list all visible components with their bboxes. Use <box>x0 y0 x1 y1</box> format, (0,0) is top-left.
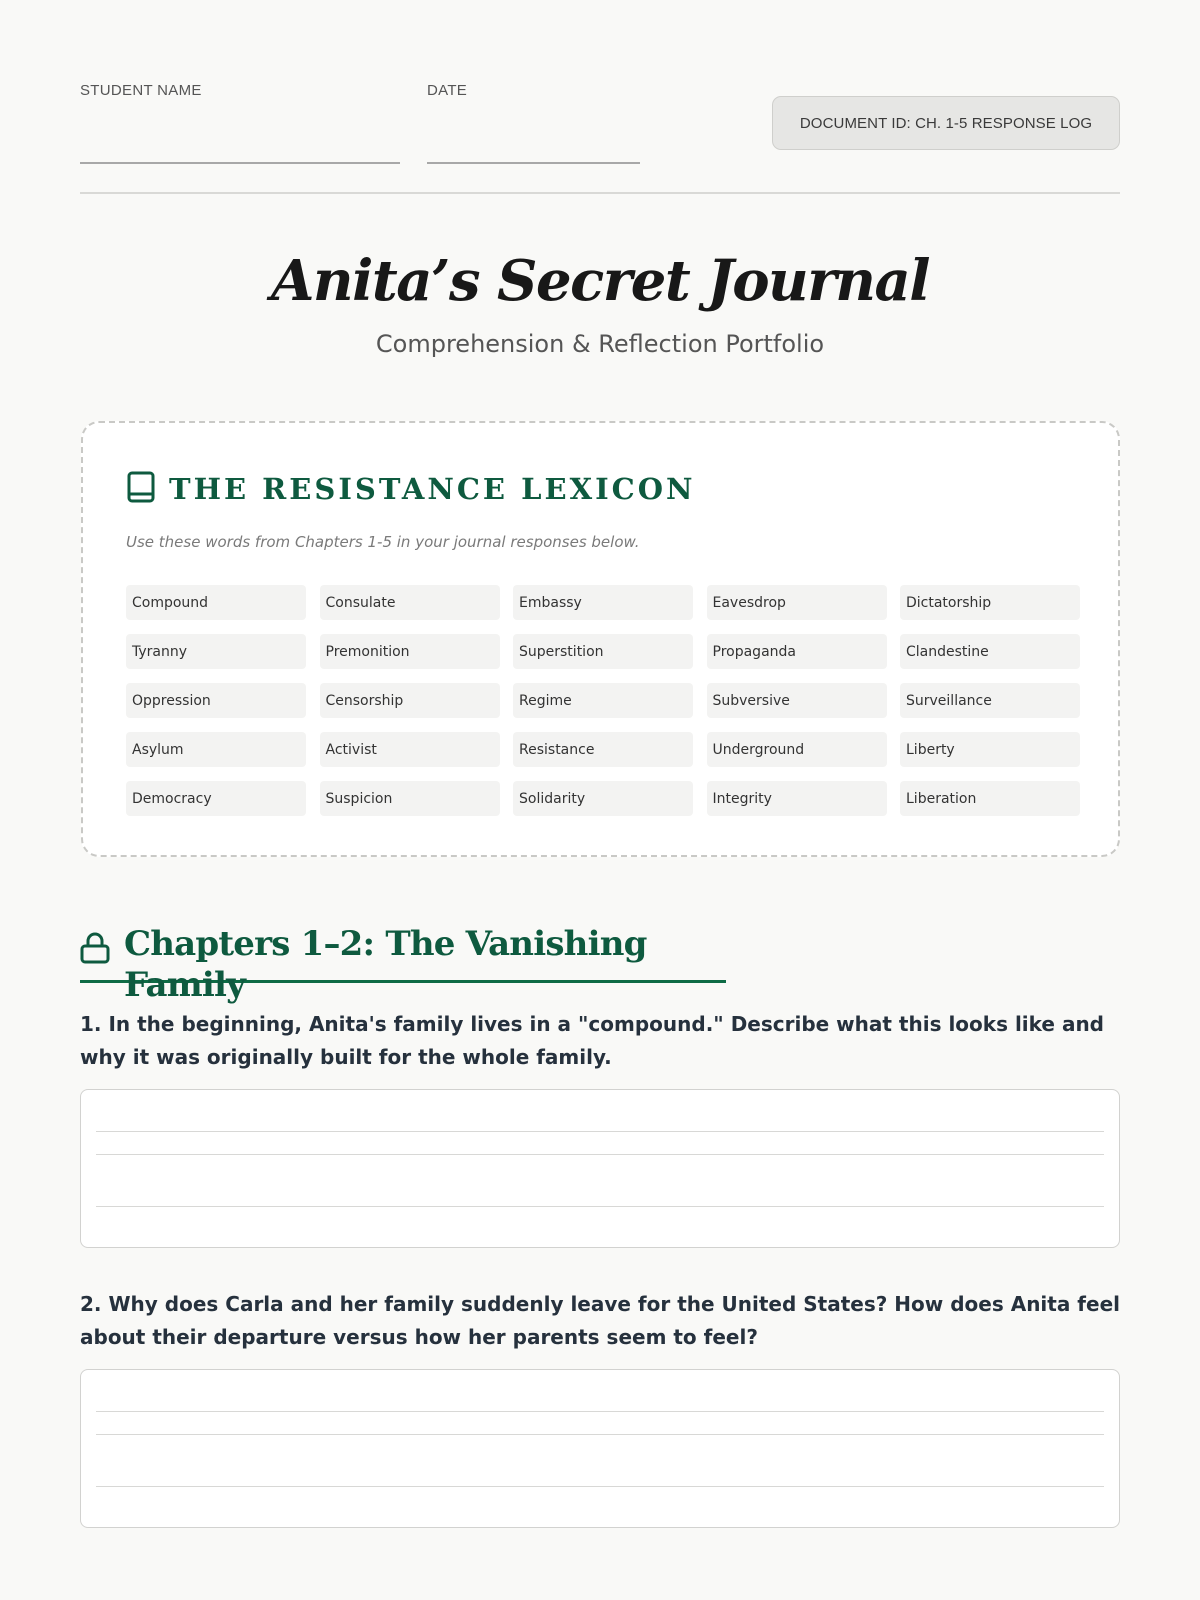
lexicon-word: Subversive <box>707 683 887 718</box>
lexicon-word: Tyranny <box>126 634 306 669</box>
lexicon-word: Dictatorship <box>900 585 1080 620</box>
answer-line <box>96 1486 1104 1487</box>
chapter-heading <box>80 924 726 1005</box>
lexicon-word: Democracy <box>126 781 306 816</box>
answer-line <box>96 1154 1104 1155</box>
lexicon-word: Regime <box>513 683 693 718</box>
lexicon-word: Censorship <box>320 683 500 718</box>
lexicon-word: Propaganda <box>707 634 887 669</box>
lexicon-instructions: Use these words from Chapters 1-5 in your journal responses below. <box>126 533 640 551</box>
lexicon-word: Resistance <box>513 732 693 767</box>
lexicon-word: Liberation <box>900 781 1080 816</box>
student-name-field[interactable] <box>80 82 202 99</box>
lexicon-title: THE RESISTANCE LEXICON <box>169 472 696 506</box>
date-label: DATE <box>427 82 468 99</box>
book-icon <box>127 471 155 507</box>
lexicon-word: Compound <box>126 585 306 620</box>
resistance-lexicon <box>81 421 1120 857</box>
page-header <box>80 0 1120 194</box>
lexicon-word-grid <box>126 585 1080 816</box>
question-2: 2. Why does Carla and her family suddenly leave for the United States? How does Anita feel about their departure versus how her parents seem to feel? <box>80 1292 1120 1349</box>
page-title: Anita’s Secret Journal <box>270 248 930 314</box>
student-name-line[interactable] <box>80 162 400 164</box>
lexicon-word: Activist <box>320 732 500 767</box>
lexicon-word: Suspicion <box>320 781 500 816</box>
question-1: 1. In the beginning, Anita's family lives in a "compound." Describe what this looks like and why it was originally built for the whole family. <box>80 1012 1104 1069</box>
lexicon-word: Oppression <box>126 683 306 718</box>
lexicon-word: Clandestine <box>900 634 1080 669</box>
lexicon-word: Solidarity <box>513 781 693 816</box>
lexicon-word: Surveillance <box>900 683 1080 718</box>
lexicon-word: Asylum <box>126 732 306 767</box>
answer-box-1[interactable] <box>80 1089 1120 1248</box>
answer-box-2[interactable] <box>80 1369 1120 1528</box>
chapter-title: Chapters 1–2: The Vanishing Family <box>124 924 647 1005</box>
lexicon-word: Integrity <box>707 781 887 816</box>
date-line[interactable] <box>427 162 640 164</box>
page-subtitle: Comprehension & Reflection Portfolio <box>375 330 825 358</box>
lock-icon <box>80 932 110 968</box>
answer-line <box>96 1206 1104 1207</box>
answer-line <box>96 1131 1104 1132</box>
lexicon-word: Underground <box>707 732 887 767</box>
lexicon-word: Eavesdrop <box>707 585 887 620</box>
lexicon-word: Superstition <box>513 634 693 669</box>
student-name-label: STUDENT NAME <box>80 82 202 99</box>
document-id-badge: DOCUMENT ID: CH. 1-5 RESPONSE LOG <box>772 96 1120 150</box>
answer-line <box>96 1411 1104 1412</box>
date-field[interactable] <box>427 82 467 99</box>
lexicon-header <box>127 471 696 507</box>
answer-line <box>96 1434 1104 1435</box>
lexicon-word: Embassy <box>513 585 693 620</box>
lexicon-word: Consulate <box>320 585 500 620</box>
lexicon-word: Premonition <box>320 634 500 669</box>
lexicon-word: Liberty <box>900 732 1080 767</box>
